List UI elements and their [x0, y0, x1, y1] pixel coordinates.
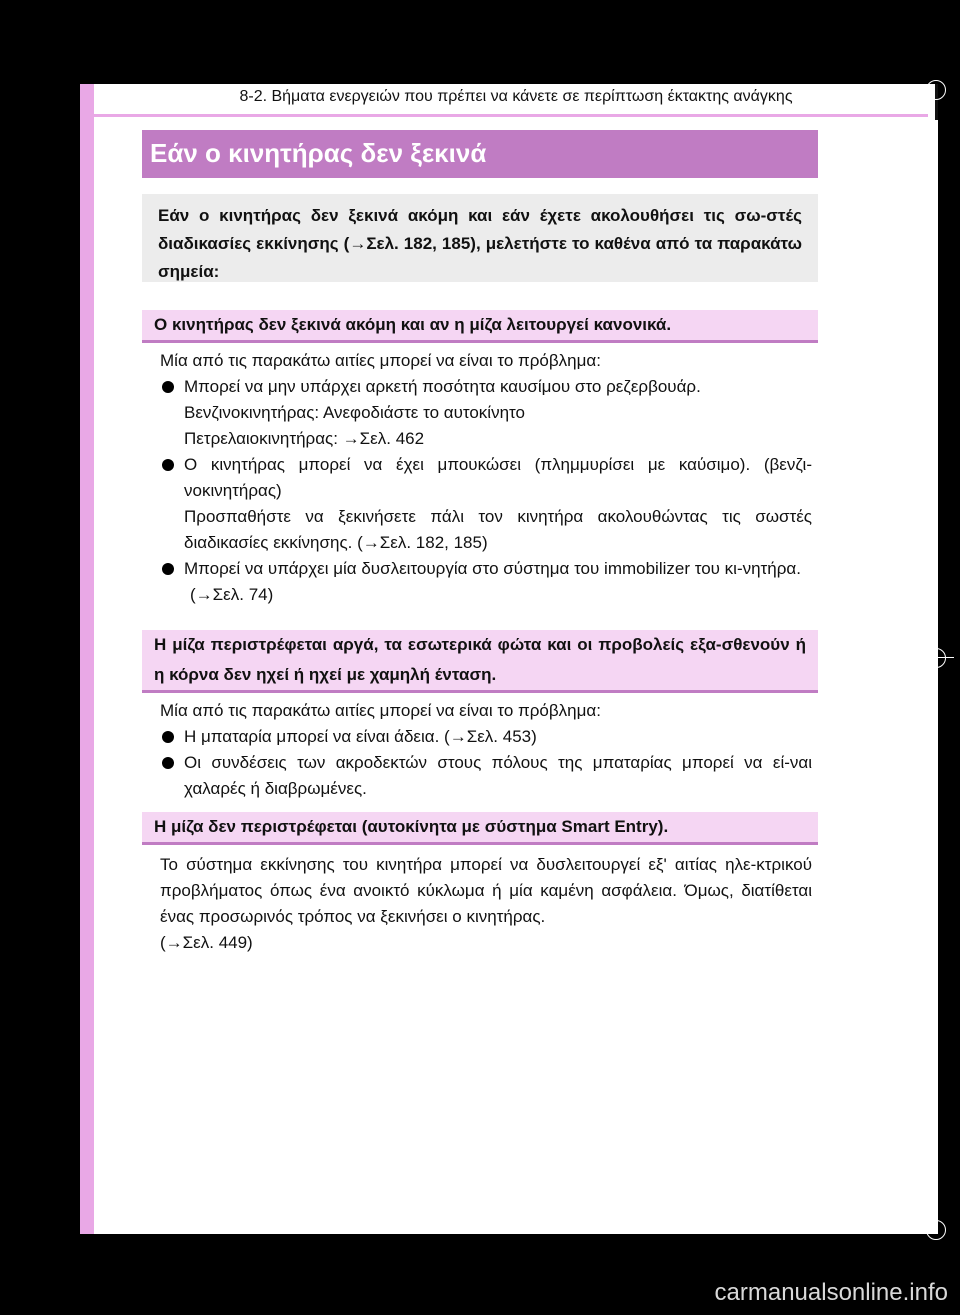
registration-mark-icon [926, 1220, 946, 1240]
header-rule [94, 114, 928, 117]
registration-mark-icon [926, 648, 946, 668]
section-heading-1: Ο κινητήρας δεν ξεκινά ακόμη και αν η μίζα λειτουργεί κανονικά. [142, 310, 818, 343]
list-item: Η μπαταρία μπορεί να είναι άδεια. (→Σελ. 453) [160, 724, 812, 750]
page-title: Εάν ο κινητήρας δεν ξεκινά [142, 130, 818, 178]
section-paragraph: Το σύστημα εκκίνησης του κινητήρα μπορεί να δυσλειτουργεί εξ' αιτίας ηλε-κτρικού προβλήματος όπως ένα ανοικτό κύκλωμα ή μία καμένη ασφάλεια. Όμως, διατίθεται ένας προσωρινός τρόπος να ξεκινήσει ο κινητήρας. [160, 855, 812, 926]
watermark: carmanualsonline.info [714, 1279, 948, 1306]
running-header: 8-2. Βήματα ενεργειών που πρέπει να κάνετε σε περίπτωση έκτακτης ανάγκης [239, 88, 793, 105]
bullet-icon [162, 381, 174, 393]
bullet-icon [162, 731, 174, 743]
section-body-1 [160, 348, 812, 608]
bullet-icon [162, 459, 174, 471]
section-heading-3: Η μίζα δεν περιστρέφεται (αυτοκίνητα με σύστημα Smart Entry). [142, 812, 818, 845]
section-lead: Μία από τις παρακάτω αιτίες μπορεί να είναι το πρόβλημα: [160, 701, 601, 720]
list-item: Μπορεί να υπάρχει μία δυσλειτουργία στο σύστημα του immobilizer του κι-νητήρα. (→Σελ. 74) [160, 556, 812, 608]
manual-page [80, 84, 938, 1234]
crop-line [918, 657, 954, 658]
section-body-2 [160, 698, 812, 802]
page-side-stripe [80, 84, 94, 1234]
page-reference: (→Σελ. 449) [160, 933, 253, 952]
list-item: Μπορεί να μην υπάρχει αρκετή ποσότητα καυσίμου στο ρεζερβουάρ. Βενζινοκινητήρας: Ανεφοδιάστε το αυτοκίνητο Πετρελαιοκινητήρας: →Σελ. 462 [160, 374, 812, 452]
list-item: Οι συνδέσεις των ακροδεκτών στους πόλους της μπαταρίας μπορεί να εί-ναι χαλαρές ή διαβρωμένες. [160, 750, 812, 802]
bullet-icon [162, 757, 174, 769]
section-heading-2: Η μίζα περιστρέφεται αργά, τα εσωτερικά φώτα και οι προβολείς εξα-σθενούν ή η κόρνα δεν ηχεί ή ηχεί με χαμηλή ένταση. [142, 630, 818, 693]
section-body-3 [160, 852, 812, 956]
list-item: Ο κινητήρας μπορεί να έχει μπουκώσει (πλημμυρίσει με καύσιμο). (βενζι-νοκινητήρας) Προσπαθήστε να ξεκινήσετε πάλι τον κινητήρα ακολουθώντας τις σωστές διαδικασίες εκκίνησης. (→Σελ. 182, 185) [160, 452, 812, 556]
intro-box: Εάν ο κινητήρας δεν ξεκινά ακόμη και εάν έχετε ακολουθήσει τις σω-στές διαδικασίες εκκίνησης (→Σελ. 182, 185), μελετήστε το καθένα από τα παρακάτω σημεία: [142, 194, 818, 282]
registration-mark-icon [926, 80, 946, 100]
crop-line [934, 640, 935, 676]
section-lead: Μία από τις παρακάτω αιτίες μπορεί να είναι το πρόβλημα: [160, 351, 601, 370]
bullet-icon [162, 563, 174, 575]
